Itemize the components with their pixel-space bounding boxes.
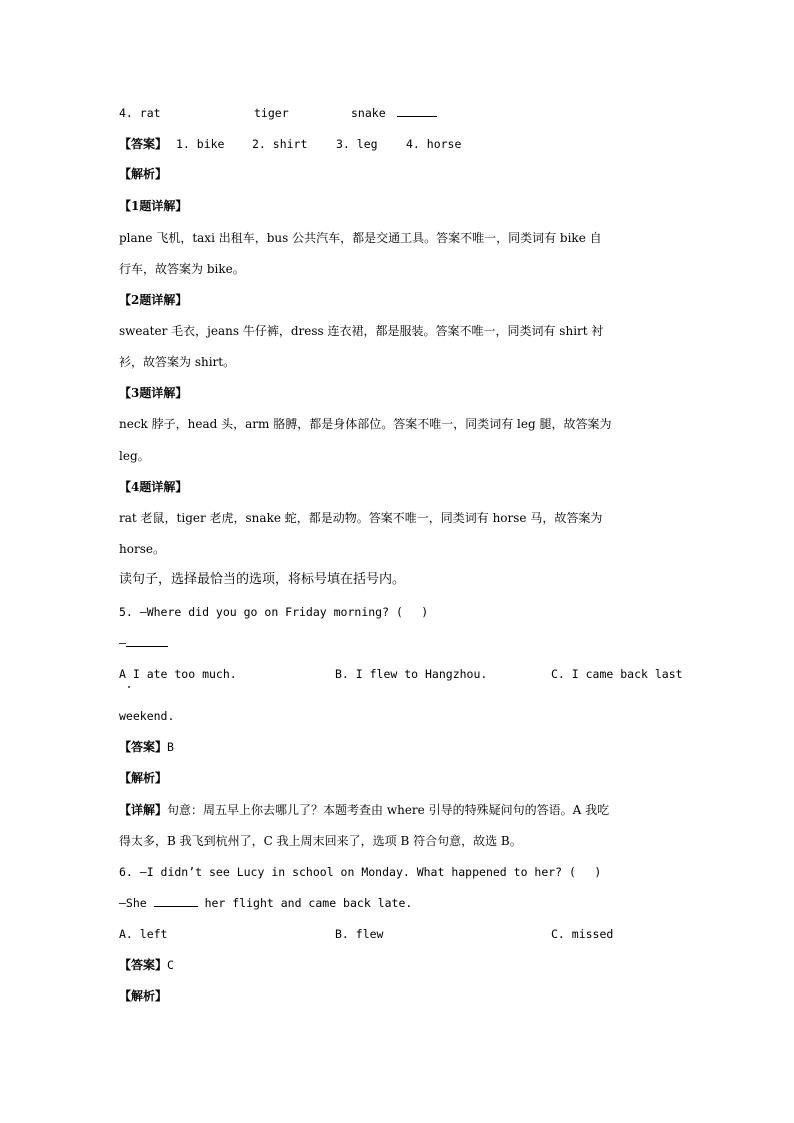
answer-2: 2. shirt [252,137,308,151]
detail-2-line-2: 衫，故答案为 shirt。 [119,355,236,369]
q5-analysis-label: 【解析】 [119,771,168,785]
detail-label: 【详解】 [119,803,168,817]
q6-option-c: C. missed [551,927,614,941]
question-6-stem: 6. —I didn’t see Lucy in school on Monday. What happened to her? ( ) [119,865,602,879]
q4-word-2: tiger [254,106,289,120]
q6-analysis-label: 【解析】 [119,989,168,1003]
answer-1: 1. bike [176,137,225,151]
q5-answer-value: B [167,740,174,754]
detail-1-title: 【1题详解】 [119,199,188,213]
q5-option-c-continued: weekend. [119,709,175,723]
q5-answer-row [119,737,174,757]
q5-detail-line-1: 【详解】句意：周五早上你去哪儿了？本题考查由 where 引导的特殊疑问句的答语。A 我吃 [119,803,610,817]
q4-word-3: snake [351,103,437,123]
answer-blank [126,634,168,647]
detail-4-line-1: rat 老鼠，tiger 老虎，snake 蛇，都是动物。答案不唯一，同类词有 horse 马，故答案为 [119,511,603,525]
q6-answer-row [119,955,174,975]
detail-1-line-2: 行车，故答案为 bike。 [119,262,245,276]
detail-4-title: 【4题详解】 [119,480,188,494]
detail-3-line-1: neck 脖子，head 头，arm 胳膊，都是身体部位。答案不唯一，同类词有 leg 腿，故答案为 [119,417,612,431]
q5-option-c: C. I came back last [551,667,683,681]
q5-option-a: A I ate too much. [119,667,237,681]
question-6-reply: —She her flight and came back late. [119,896,413,910]
detail-1-line-1: plane 飞机，taxi 出租车，bus 公共汽车，都是交通工具。答案不唯一，同类词有 bike 自 [119,231,602,245]
detail-3-line-2: leg。 [119,449,150,463]
detail-3-title: 【3题详解】 [119,386,188,400]
q4-number-word: 4. rat [119,106,161,120]
answer-blank [397,104,437,117]
q6-option-a: A. left [119,927,168,941]
q6-answer-value: C [167,958,174,972]
answer-4: 4. horse [406,137,462,151]
detail-2-title: 【2题详解】 [119,293,188,307]
question-5-reply: — [119,633,168,653]
stray-dot [128,686,130,688]
analysis-label: 【解析】 [119,167,168,181]
answer-3: 3. leg [336,137,378,151]
answer-label: 【答案】 [119,137,168,151]
q6-option-b: B. flew [335,927,384,941]
question-5-stem: 5. —Where did you go on Friday morning? ( ) [119,605,429,619]
answer-blank [154,894,198,907]
q5-detail-line-2: 得太多，B 我飞到杭州了，C 我上周末回来了，选项 B 符合句意，故选 B。 [119,834,522,848]
section-instruction: 读句子，选择最恰当的选项，将标号填在括号内。 [119,572,406,587]
answer-label: 【答案】 [119,958,168,972]
detail-4-line-2: horse。 [119,542,165,556]
q5-option-b: B. I flew to Hangzhou. [335,667,488,681]
answer-label: 【答案】 [119,740,168,754]
detail-2-line-1: sweater 毛衣，jeans 牛仔裤，dress 连衣裙，都是服装。答案不唯一，同类词有 shirt 衬 [119,324,604,338]
